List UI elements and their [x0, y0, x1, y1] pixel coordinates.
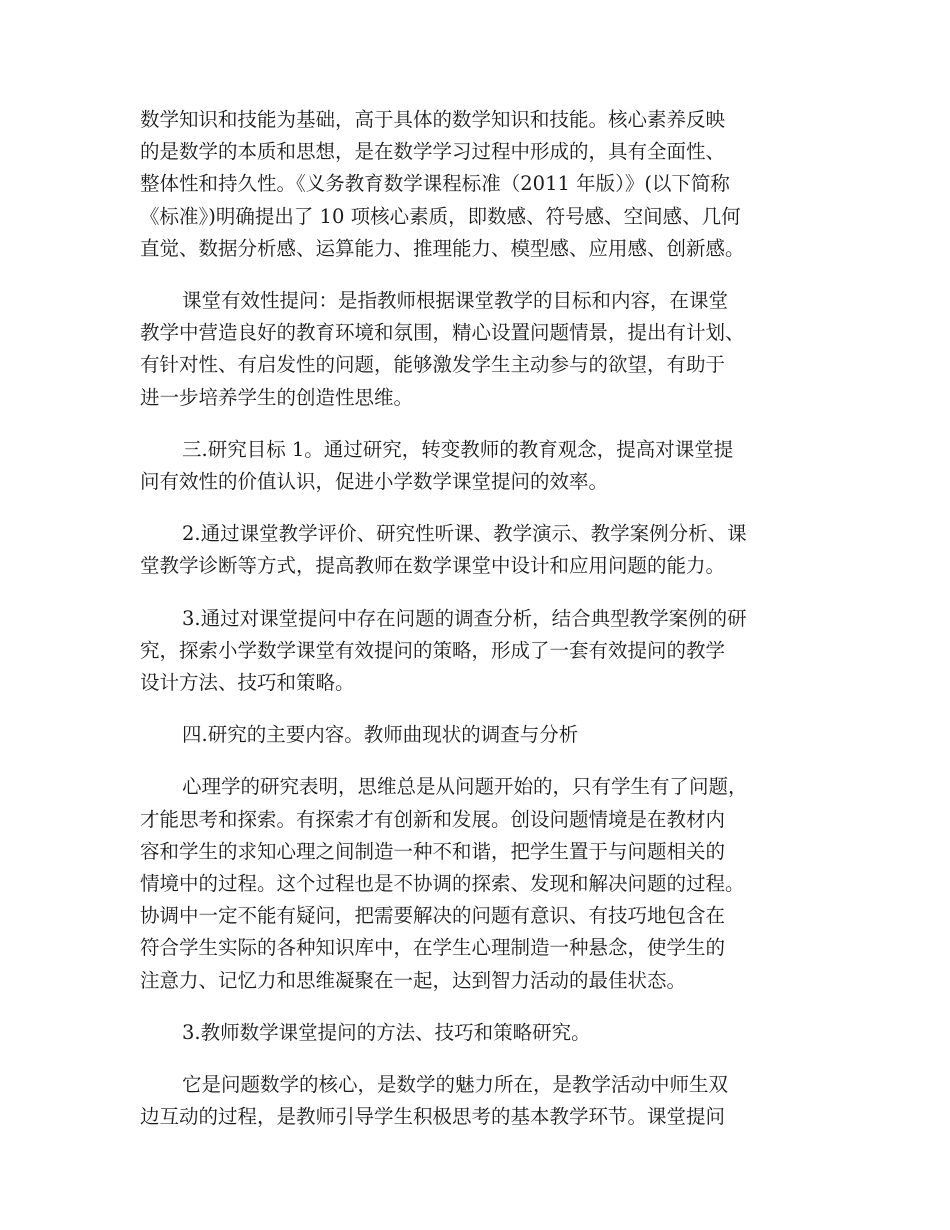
- paragraph-line: 四.研究的主要内容。教师曲现状的调查与分析: [182, 723, 579, 747]
- paragraph: [140, 771, 840, 996]
- paragraph-line: 才能思考和探索。有探索才有创新和发展。创设问题情境是在教材内: [140, 807, 726, 831]
- paragraph-line: 符合学生实际的各种知识库中，在学生心理制造一种悬念，使学生的: [140, 936, 726, 960]
- paragraph-line: 注意力、记忆力和思维凝聚在一起，达到智力活动的最佳状态。: [140, 968, 687, 992]
- paragraph: [140, 1017, 840, 1049]
- paragraph-line: 直觉、数据分析感、运算能力、推理能力、模型感、应用感、创新感。: [140, 236, 745, 260]
- paragraph-line: 协调中一定不能有疑问，把需要解决的问题有意识、有技巧地包含在: [140, 904, 726, 928]
- paragraph-line: 教学中营造良好的教育环境和氛围，精心设置问题情景，提出有计划、: [140, 321, 745, 345]
- document-body: [140, 104, 840, 1153]
- paragraph: [140, 104, 840, 265]
- paragraph: [140, 1069, 840, 1133]
- paragraph-line: 有针对性、有启发性的问题，能够激发学生主动参与的欲望，有助于: [140, 353, 726, 377]
- paragraph-line: 情境中的过程。这个过程也是不协调的探索、发现和解决问题的过程。: [140, 872, 745, 896]
- paragraph-line: 堂教学诊断等方式，提高教师在数学课堂中设计和应用问题的能力。: [140, 554, 726, 578]
- paragraph-line: 2.通过课堂教学评价、研究性听课、教学演示、教学案例分析、课: [182, 522, 747, 546]
- paragraph-line: 设计方法、技巧和策略。: [140, 671, 355, 695]
- paragraph-line: 容和学生的求知心理之间制造一种不和谐，把学生置于与问题相关的: [140, 839, 726, 863]
- paragraph: [140, 285, 840, 414]
- paragraph-line: 课堂有效性提问：是指教师根据课堂教学的目标和内容，在课堂: [182, 289, 729, 313]
- paragraph-line: 3.教师数学课堂提问的方法、技巧和策略研究。: [182, 1020, 591, 1044]
- paragraph: [140, 603, 840, 700]
- paragraph: [140, 434, 840, 498]
- paragraph-line: 3.通过对课堂提问中存在问题的调查分析，结合典型教学案例的研: [182, 606, 747, 630]
- paragraph-line: 数学知识和技能为基础，高于具体的数学知识和技能。核心素养反映: [140, 108, 726, 131]
- paragraph: [140, 719, 840, 751]
- paragraph-line: 它是问题数学的核心，是数学的魅力所在，是教学活动中师生双: [182, 1073, 729, 1097]
- paragraph-line: 究，探索小学数学课堂有效提问的策略，形成了一套有效提问的教学: [140, 638, 726, 662]
- paragraph-line: 边互动的过程，是教师引导学生积极思考的基本教学环节。课堂提问: [140, 1105, 726, 1129]
- paragraph: [140, 518, 840, 582]
- paragraph-line: 进一步培养学生的创造性思维。: [140, 385, 414, 409]
- paragraph-line: 的是数学的本质和思想，是在数学学习过程中形成的，具有全面性、: [140, 140, 726, 164]
- paragraph-line: 心理学的研究表明，思维总是从问题开始的，只有学生有了问题，: [182, 775, 748, 799]
- paragraph-line: 三.研究目标 1。通过研究，转变教师的教育观念，提高对课堂提: [182, 437, 734, 461]
- paragraph-line: 《标准》)明确提出了 10 项核心素质，即数感、符号感、空间感、几何: [140, 204, 741, 228]
- paragraph-line: 整体性和持久性。《义务教育数学课程标准（2011 年版）》(以下简称: [140, 172, 730, 196]
- paragraph-line: 问有效性的价值认识，促进小学数学课堂提问的效率。: [140, 470, 609, 494]
